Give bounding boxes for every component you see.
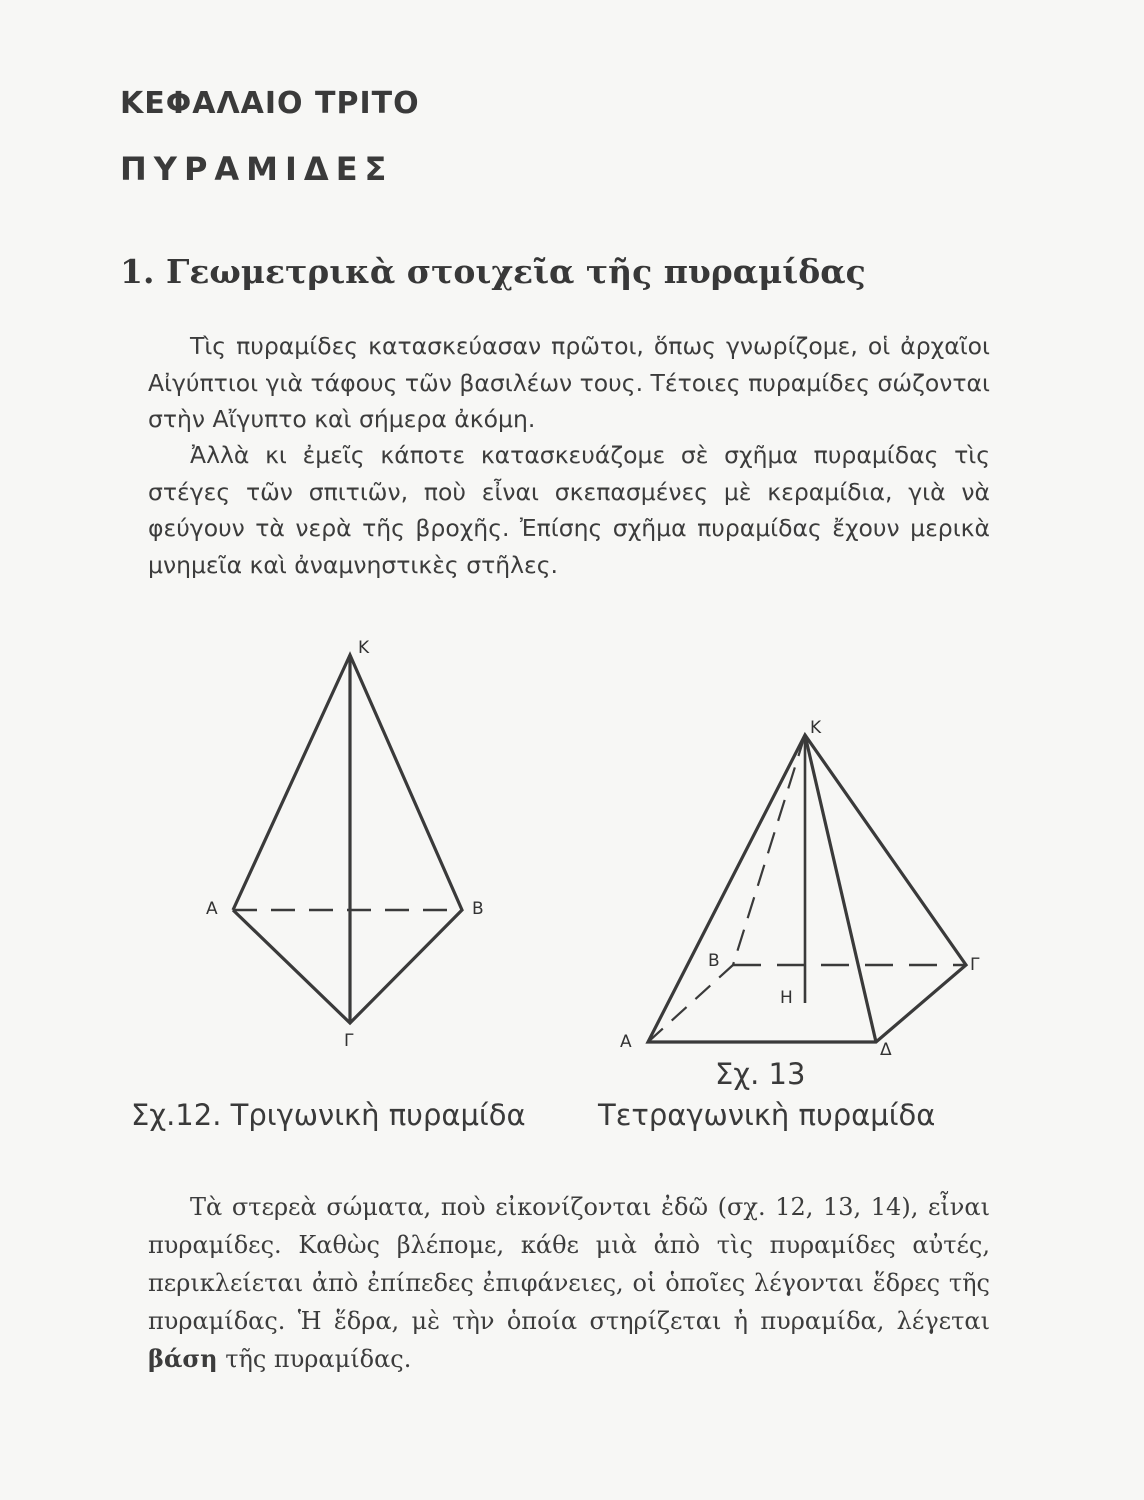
hidden-edge-ab	[648, 965, 733, 1042]
triangular-pyramid-figure	[233, 655, 462, 1023]
paragraph-roofs: Ἀλλὰ κι ἐμεῖς κάποτε κατασκευάζομε σὲ σχῆμα πυραμίδας τὶς στέγες τῶν σπιτιῶν, ποὺ εἶναι σκεπασμένες μὲ κεραμίδια, γιὰ νὰ φεύγουν τὰ νερὰ τῆς βροχῆς. Ἐπίσης σχῆμα πυραμίδας ἔχουν μερικὰ μνημεῖα καὶ ἀναμνηστικὲς στῆλες.	[148, 441, 990, 579]
paragraph-definition	[148, 1188, 990, 1378]
fig13-label-h: Η	[780, 988, 793, 1008]
fig13-label-b: Β	[708, 951, 720, 971]
section-heading: 1. Γεωμετρικὰ στοιχεῖα τῆς πυραμίδας	[120, 252, 866, 291]
pyramid-edges	[233, 655, 462, 1023]
chapter-title: ΠΥΡΑΜΙΔΕΣ	[120, 150, 394, 188]
chapter-label: ΚΕΦΑΛΑΙΟ ΤΡΙΤΟ	[120, 86, 420, 121]
fig13-label-d: Δ	[880, 1040, 892, 1060]
fig12-label-b: Β	[472, 899, 484, 919]
fig13-caption: Τετραγωνικὴ πυραμίδα	[598, 1098, 936, 1132]
definition-text: Τὰ στερεὰ σώματα, ποὺ εἰκονίζονται ἐδῶ (σχ. 12, 13, 14), εἶναι πυραμίδες. Καθὼς βλέπομε, κάθε μιὰ ἀπὸ τὶς πυραμίδες αὐτές, περικλείεται ἀπὸ ἐπίπεδες ἐπιφάνειες, οἱ ὁποῖες λέγονται ἕδρες τῆς πυραμίδας. Ἡ ἕδρα, μὲ τὴν ὁποία στηρίζεται ἡ πυραμίδα, λέγεται	[148, 1193, 990, 1335]
fig12-caption: Σχ.12. Τριγωνικὴ πυραμίδα	[131, 1098, 526, 1132]
fig12-label-k: Κ	[358, 638, 370, 658]
square-pyramid-figure	[648, 735, 966, 1042]
pyramid-outline	[648, 735, 966, 1042]
paragraph-intro: Τὶς πυραμίδες κατασκεύασαν πρῶτοι, ὅπως γνωρίζομε, οἱ ἀρχαῖοι Αἰγύπτιοι γιὰ τάφους τῶν βασιλέων τους. Τέτοιες πυραμίδες σώζονται στὴν Αἴγυπτο καὶ σήμερα ἀκόμη.	[148, 332, 990, 433]
definition-text-end: τῆς πυραμίδας.	[225, 1345, 412, 1373]
fig13-label-k: Κ	[810, 718, 822, 738]
fig13-label-a: Α	[620, 1032, 632, 1052]
fig12-label-a: Α	[206, 899, 218, 919]
edge-kd	[805, 735, 876, 1042]
term-base: βάση	[148, 1344, 218, 1373]
fig12-label-c: Γ	[344, 1031, 354, 1051]
hidden-edge-kb	[733, 735, 805, 965]
fig13-label-c: Γ	[970, 955, 980, 975]
fig13-number: Σχ. 13	[715, 1057, 806, 1091]
